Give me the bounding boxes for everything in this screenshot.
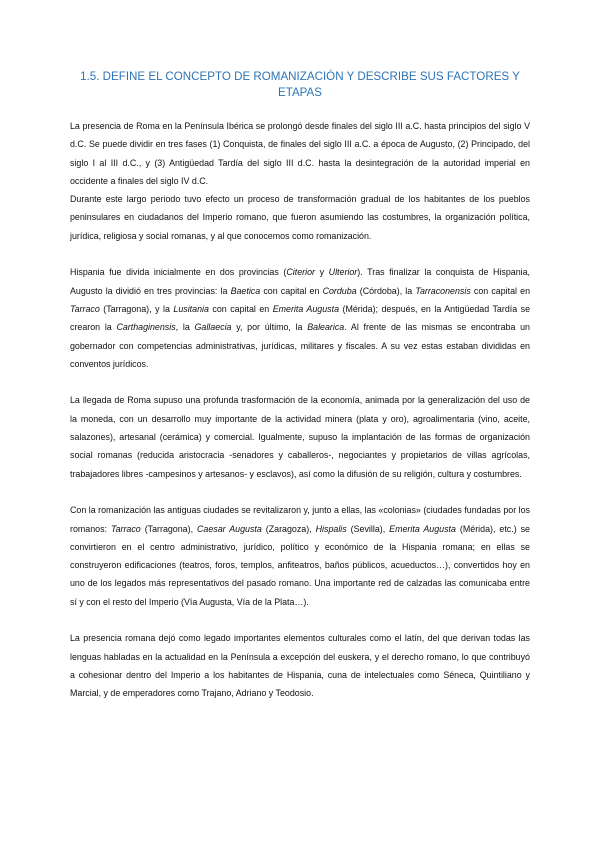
text-run: con capital en (470, 285, 531, 296)
text-run: La llegada de Roma supuso una profunda trasformación de la economía, animada por la generalización del uso de la moneda, con un desarrollo muy importante de la actividad minera (plata y oro), agroalimentaria (vino, aceite, salazones), artesanal (cerámica) y comercial. Igualmente, supuso la implantación de las formas de organización social romanas (reducida aristocracia -senadores y caballeros-, negociantes y propietarios de villas agrícolas, trabajadores libres -campesinos y artesanos- y esclavos), así como la difusión de su religión, cultura y costumbres. (70, 395, 530, 479)
italic-term: Baetica (230, 285, 261, 296)
italic-term: Tarraconensis (415, 285, 471, 296)
text-run: (Sevilla), (346, 523, 390, 534)
body-paragraph (70, 190, 530, 245)
text-run: con capital en (260, 285, 323, 296)
paragraph-spacer (70, 483, 530, 501)
italic-term: Ulterior (328, 267, 358, 278)
body-paragraph (70, 391, 530, 482)
italic-term: Balearica (307, 322, 345, 333)
italic-term: Tarraco (70, 303, 100, 314)
text-run: Hispania fue divida inicialmente en dos provincias ( (70, 267, 287, 278)
text-run: , la (175, 322, 195, 333)
document-body (70, 117, 530, 703)
body-paragraph (70, 501, 530, 611)
paragraph-spacer (70, 611, 530, 629)
section-title: 1.5. DEFINE EL CONCEPTO DE ROMANIZACIÓN Y DESCRIBE SUS FACTORES Y ETAPAS (80, 70, 520, 99)
italic-term: Carthaginensis (116, 322, 176, 333)
text-run: . Al frente de las mismas se encontraba un gobernador con competencias administrativas, jurídicas, militares y fiscales. A su vez estas estaban divididas en conventos jurídicos. (70, 322, 530, 369)
paragraph-spacer (70, 373, 530, 391)
italic-term: Tarraco (110, 523, 141, 534)
text-run: y (314, 267, 329, 278)
text-run: Durante este largo periodo tuvo efecto un proceso de transformación gradual de los habitantes de los pueblos peninsulares en ciudadanos del Imperio romano, que fueron asumiendo las costumbres, la organización política, jurídica, religiosa y social romanas, y al que conocemos como romanización. (70, 194, 530, 241)
text-run: y, por último, la (231, 322, 308, 333)
body-paragraph (70, 629, 530, 702)
text-run: (Mérida), etc.) se convirtieron en el centro administrativo, jurídico, político y económico de la Hispania romana; en ellas se construyeron edificaciones (teatros, foros, templos, anfiteatros, baños públicos, acueductos…), convertidos hoy en uno de los legados más representativos del pasado romano. Una importante red de calzadas las comunicaba entre sí y con el resto del Imperio (Vía Augusta, Vía de la Plata…). (70, 523, 530, 607)
text-run: con capital en (208, 303, 273, 314)
italic-term: Lusitania (173, 303, 209, 314)
italic-term: Hispalis (315, 523, 347, 534)
text-run: (Mérida); después, en la Antigüedad Tardía se crearon la (70, 303, 531, 333)
text-run: (Tarragona), (140, 523, 198, 534)
body-paragraph (70, 263, 530, 373)
italic-term: Caesar Augusta (197, 523, 262, 534)
text-run: ). Tras finalizar la conquista de Hispania, Augusto la dividió en tres provincias: la (70, 267, 531, 296)
text-run: La presencia de Roma en la Península Ibérica se prolongó desde finales del siglo III a.C. hasta principios del siglo V d.C. Se puede dividir en tres fases (1) Conquista, de finales del siglo III a.C. a época de Augusto, (2) Principado, del siglo I al III d.C., y (3) Antigüedad Tardía del siglo III d.C. hasta la desintegración de la autoridad imperial en occidente a finales del siglo IV d.C. (70, 121, 530, 186)
paragraph-spacer (70, 245, 530, 263)
italic-term: Emerita Augusta (272, 303, 340, 314)
text-run: Con la romanización las antiguas ciudades se revitalizaron y, junto a ellas, las «colonias» (ciudades fundadas por los romanos: (70, 505, 530, 534)
body-paragraph (70, 117, 530, 190)
italic-term: Emerita Augusta (389, 523, 456, 534)
text-run: (Córdoba), la (356, 285, 416, 296)
text-run: (Zaragoza), (261, 523, 316, 534)
italic-term: Gallaecia (194, 322, 232, 333)
text-run: La presencia romana dejó como legado importantes elementos culturales como el latín, del que derivan todas las lenguas habladas en la actualidad en la Península a excepción del euskera, y el derecho romano, lo que contribuyó a cohesionar dentro del Imperio a los habitantes de Hispania, cuna de intelectuales como Séneca, Quintiliano y Marcial, y de emperadores como Trajano, Adriano y Teodosio. (70, 633, 530, 699)
italic-term: Corduba (322, 285, 357, 296)
italic-term: Citerior (286, 267, 315, 278)
text-run: (Tarragona), y la (99, 303, 174, 314)
